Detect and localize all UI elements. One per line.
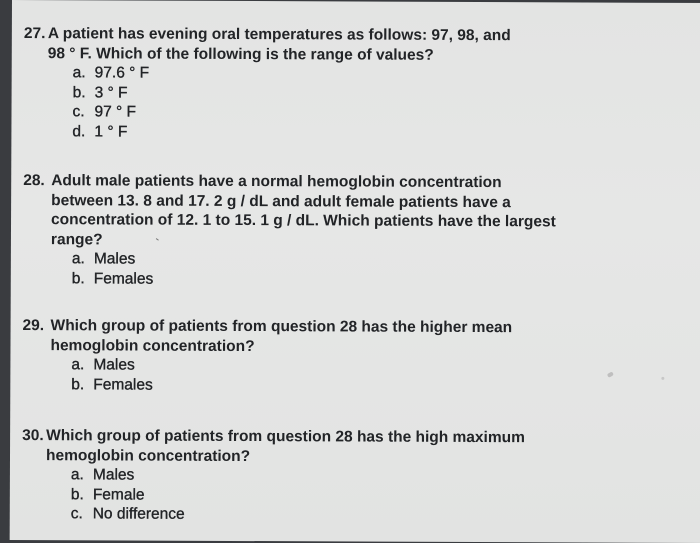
option-letter: b. [71, 269, 85, 287]
option-text: 3 ° F [94, 83, 128, 102]
answer-option [73, 83, 624, 105]
answer-options [71, 465, 622, 526]
stem-line: Which group of patients from question 28 has the higher mean [50, 317, 513, 337]
question-stem [50, 316, 622, 357]
paper-smudge [661, 377, 664, 380]
option-text: Males [92, 466, 135, 484]
answer-option [71, 355, 622, 377]
option-text: Female [92, 485, 145, 504]
stem-line: concentration of 12. 1 to 15. 1 g / dL. Which patients have the largest [51, 211, 556, 231]
answer-option [71, 504, 622, 526]
question-stem [46, 426, 622, 468]
answer-option [71, 465, 622, 487]
answer-option [72, 102, 623, 124]
answer-option [71, 485, 622, 507]
stem-line: between 13. 8 and 17. 2 g / dL and adult female patients have a [51, 191, 511, 211]
answer-options [72, 249, 623, 290]
spacer [23, 288, 623, 319]
option-text: Males [93, 356, 135, 374]
stem-line: hemoglobin concentration? [45, 446, 251, 465]
answer-options [72, 63, 623, 143]
option-letter: c. [72, 103, 85, 121]
option-letter: b. [72, 83, 86, 101]
answer-option [72, 122, 623, 144]
question-number: 29. [22, 317, 45, 335]
answer-option [72, 249, 623, 271]
option-text: 97 ° F [94, 103, 137, 121]
option-letter: d. [72, 122, 86, 140]
option-letter: b. [70, 485, 84, 503]
question-number: 28. [23, 172, 45, 190]
stem-line: hemoglobin concentration? [50, 336, 255, 355]
option-text: Females [93, 269, 154, 288]
spacer [23, 141, 623, 174]
answer-option [71, 375, 622, 397]
option-letter: a. [71, 356, 85, 374]
stem-line: Which group of patients from question 28 has the high maximum [46, 427, 525, 447]
question-stem [48, 24, 624, 66]
option-text: Males [93, 250, 136, 268]
question-number: 27. [23, 25, 46, 43]
stem-line: Adult male patients have a normal hemoglobin concentration [51, 172, 502, 192]
option-letter: b. [71, 375, 85, 393]
question-list [22, 24, 624, 526]
option-letter: a. [72, 64, 86, 82]
option-letter: c. [70, 505, 83, 523]
option-letter: a. [70, 466, 84, 484]
stem-line: 98 ° F. Which of the following is the range of values? [47, 44, 434, 64]
answer-options [71, 355, 622, 396]
worksheet-page [10, 0, 700, 543]
question-30 [22, 426, 622, 468]
question-27 [24, 24, 624, 66]
stem-line: range? [50, 230, 103, 248]
stem-line: A patient has evening oral temperatures as follows: 97, 98, and [47, 25, 511, 45]
question-number: 30. [22, 427, 44, 445]
question-28 [23, 171, 623, 252]
option-text: 1 ° F [94, 122, 128, 141]
answer-option [72, 269, 623, 291]
answer-option [73, 63, 624, 85]
option-text: Females [93, 375, 153, 394]
option-letter: a. [71, 250, 85, 268]
question-29 [22, 316, 622, 358]
option-text: 97.6 ° F [94, 64, 150, 82]
spacer [22, 394, 622, 429]
question-stem [51, 171, 623, 251]
option-text: No difference [92, 505, 185, 523]
